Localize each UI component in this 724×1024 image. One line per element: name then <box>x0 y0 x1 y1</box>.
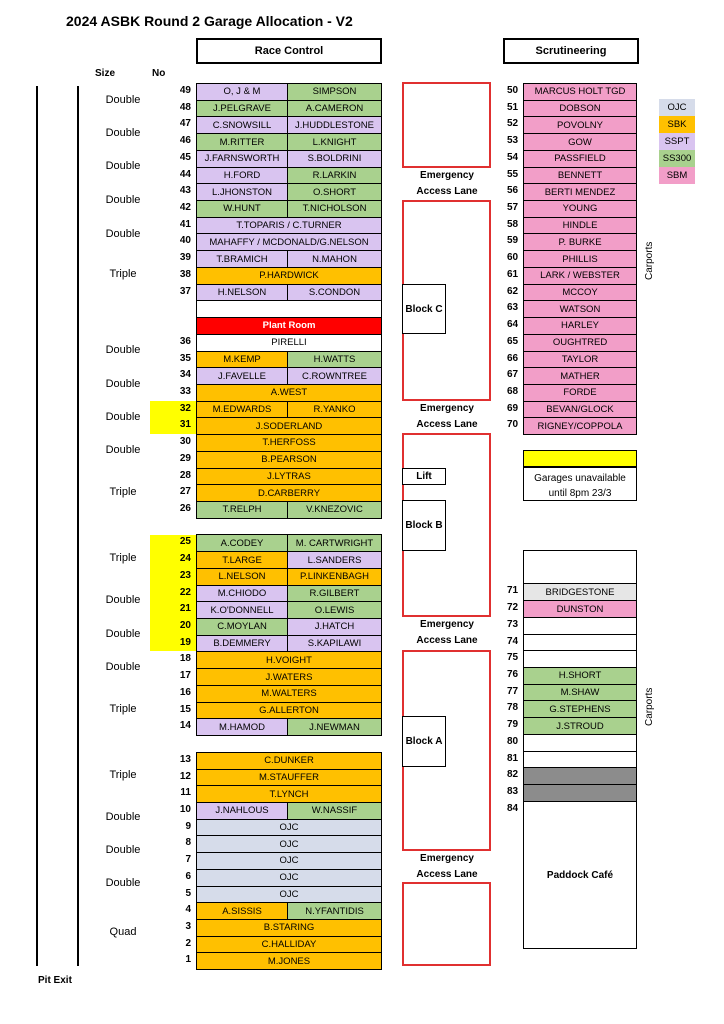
garage-cell: PHILLIS <box>523 250 637 268</box>
size-label: Double <box>105 877 141 889</box>
size-label: Double <box>105 661 141 673</box>
garage-cell: M.RITTER <box>196 133 288 151</box>
garage-cell: T.TOPARIS / C.TURNER <box>196 217 382 235</box>
garage-cell: J.FAVELLE <box>196 367 288 385</box>
garage-cell: MAHAFFY / MCDONALD/G.NELSON <box>196 233 382 251</box>
garage-number: 12 <box>179 770 191 782</box>
size-label: Double <box>105 160 141 172</box>
garage-cell: RIGNEY/COPPOLA <box>523 417 637 435</box>
pit-lane-line-outer <box>36 86 38 966</box>
garage-number: 75 <box>507 652 519 664</box>
garage-cell: OJC <box>196 819 382 837</box>
garage-cell: J.FARNSWORTH <box>196 150 288 168</box>
garage-number: 15 <box>179 703 191 715</box>
unavailable-note: Garages unavailable until 8pm 23/3 <box>523 467 637 501</box>
garage-cell: OJC <box>196 852 382 870</box>
garage-cell: J.SODERLAND <box>196 417 382 435</box>
garage-cell: J.STROUD <box>523 717 637 735</box>
garage-cell: L.NELSON <box>196 568 288 586</box>
garage-cell: M.EDWARDS <box>196 401 288 419</box>
garage-cell: POVOLNY <box>523 116 637 134</box>
garage-cell: H.FORD <box>196 167 288 185</box>
garage-number: 6 <box>185 870 191 882</box>
garage-cell: W.NASSIF <box>287 802 382 820</box>
garage-cell: C.DUNKER <box>196 752 382 770</box>
garage-number: 31 <box>179 419 191 431</box>
garage-number: 64 <box>507 319 519 331</box>
garage-number: 71 <box>507 585 519 597</box>
garage-number: 80 <box>507 735 519 747</box>
garage-cell: C.HALLIDAY <box>196 936 382 954</box>
garage-cell: YOUNG <box>523 200 637 218</box>
garage-number: 72 <box>507 602 519 614</box>
garage-cell: O.LEWIS <box>287 601 382 619</box>
garage-cell: J.NAHLOUS <box>196 802 288 820</box>
garage-number: 63 <box>507 302 519 314</box>
garage-number: 77 <box>507 685 519 697</box>
size-label: Double <box>105 844 141 856</box>
garage-cell: H.SHORT <box>523 667 637 685</box>
garage-cell: C.SNOWSILL <box>196 116 288 134</box>
right-empty-block <box>523 550 637 584</box>
size-label: Triple <box>109 552 137 564</box>
garage-cell: HARLEY <box>523 317 637 335</box>
garage-number: 4 <box>185 904 191 916</box>
garage-number: 33 <box>179 385 191 397</box>
scrutineering-box: Scrutineering <box>503 38 639 64</box>
size-label: Triple <box>109 703 137 715</box>
size-label: Double <box>105 811 141 823</box>
garage-cell: J.PELGRAVE <box>196 100 288 118</box>
garage-number: 2 <box>185 937 191 949</box>
size-label: Triple <box>109 268 137 280</box>
garage-cell: FORDE <box>523 384 637 402</box>
size-label: Double <box>105 228 141 240</box>
unavailable-highlight <box>523 450 637 467</box>
garage-cell: K.O'DONNELL <box>196 601 288 619</box>
garage-cell: BEVAN/GLOCK <box>523 401 637 419</box>
legend-item: SSPT <box>659 133 695 150</box>
garage-cell: T.NICHOLSON <box>287 200 382 218</box>
garage-cell: BRIDGESTONE <box>523 583 637 601</box>
legend-item: SBM <box>659 167 695 184</box>
legend-item: OJC <box>659 99 695 116</box>
garage-number: 9 <box>185 820 191 832</box>
block-c: Block C <box>402 284 446 334</box>
pit-lane-line-inner <box>77 86 79 966</box>
garage-cell: O.SHORT <box>287 183 382 201</box>
garage-number: 66 <box>507 352 519 364</box>
garage-cell: G.ALLERTON <box>196 702 382 720</box>
emergency-lane-box-5 <box>402 882 491 966</box>
garage-number: 22 <box>179 586 191 598</box>
garage-cell: T.HERFOSS <box>196 434 382 452</box>
garage-number: 11 <box>180 787 191 799</box>
garage-number: 59 <box>507 235 519 247</box>
garage-number: 26 <box>179 503 191 514</box>
garage-number: 61 <box>507 268 519 280</box>
garage-cell <box>196 300 382 318</box>
garage-cell: N.YFANTIDIS <box>287 902 382 920</box>
garage-cell: M.JONES <box>196 952 382 970</box>
garage-cell: MATHER <box>523 367 637 385</box>
garage-cell: A.SISSIS <box>196 902 288 920</box>
garage-number: 69 <box>507 402 519 414</box>
garage-number: 10 <box>179 803 191 815</box>
legend-item: SS300 <box>659 150 695 167</box>
garage-number: 23 <box>179 569 191 581</box>
garage-number: 51 <box>507 101 519 113</box>
garage-number: 76 <box>507 669 519 681</box>
garage-cell: WATSON <box>523 300 637 318</box>
garage-cell: P. BURKE <box>523 233 637 251</box>
garage-cell: A.CAMERON <box>287 100 382 118</box>
garage-cell: OUGHTRED <box>523 334 637 352</box>
garage-cell: J.WATERS <box>196 668 382 686</box>
size-label: Quad <box>109 926 137 938</box>
garage-cell: GOW <box>523 133 637 151</box>
garage-cell: TAYLOR <box>523 351 637 369</box>
garage-cell: M.SHAW <box>523 684 637 702</box>
garage-cell: A.CODEY <box>196 534 288 552</box>
garage-cell: LARK / WEBSTER <box>523 267 637 285</box>
garage-number: 60 <box>507 252 519 264</box>
garage-number: 19 <box>179 636 191 648</box>
garage-cell: OJC <box>196 886 382 904</box>
garage-cell: MARCUS HOLT TGD <box>523 83 637 101</box>
garage-number: 81 <box>507 752 519 764</box>
plant-room: Plant Room <box>196 317 382 335</box>
garage-cell: R.YANKO <box>287 401 382 419</box>
garage-number: 38 <box>179 268 191 280</box>
garage-number: 28 <box>179 469 191 481</box>
garage-number: 47 <box>179 118 191 130</box>
garage-number: 84 <box>507 802 519 814</box>
size-label: Triple <box>109 769 137 781</box>
size-label: Double <box>105 194 141 206</box>
garage-number: 24 <box>179 553 191 565</box>
garage-cell: PASSFIELD <box>523 150 637 168</box>
size-label: Double <box>105 411 141 423</box>
garage-number: 18 <box>179 653 191 665</box>
garage-number: 82 <box>507 769 519 781</box>
garage-cell: A.WEST <box>196 384 382 402</box>
garage-number: 21 <box>179 603 191 615</box>
emergency-lane-label-4: Emergency Access Lane <box>416 853 478 880</box>
size-label: Double <box>105 444 141 456</box>
garage-cell: J.HATCH <box>287 618 382 636</box>
garage-cell: DUNSTON <box>523 600 637 618</box>
carports-label-top: Carports <box>644 241 655 280</box>
garage-cell: N.MAHON <box>287 250 382 268</box>
garage-cell: S.KAPILAWI <box>287 635 382 653</box>
garage-cell <box>523 617 637 635</box>
garage-number: 49 <box>179 85 191 96</box>
garage-number: 70 <box>507 419 519 431</box>
garage-number: 7 <box>185 854 191 866</box>
garage-cell: H.VOIGHT <box>196 651 382 669</box>
pit-exit-label: Pit Exit <box>38 975 72 986</box>
garage-number: 52 <box>507 118 519 130</box>
size-label: Double <box>105 594 141 606</box>
garage-cell: S.BOLDRINI <box>287 150 382 168</box>
garage-cell: C.ROWNTREE <box>287 367 382 385</box>
garage-number: 5 <box>185 887 191 899</box>
size-column-header: Size <box>95 68 116 79</box>
garage-cell: L.SANDERS <box>287 551 382 569</box>
emergency-lane-label-1: Emergency Access Lane <box>416 170 478 197</box>
garage-number: 36 <box>179 335 191 347</box>
garage-number: 39 <box>179 252 191 264</box>
garage-number: 14 <box>179 720 191 732</box>
garage-cell: J.NEWMAN <box>287 718 382 736</box>
garage-cell: L.KNIGHT <box>287 133 382 151</box>
garage-cell: M. CARTWRIGHT <box>287 534 382 552</box>
garage-number: 35 <box>179 352 191 364</box>
garage-cell: T.RELPH <box>196 501 288 519</box>
garage-cell: OJC <box>196 869 382 887</box>
garage-cell: C.MOYLAN <box>196 618 288 636</box>
garage-number: 13 <box>179 753 191 765</box>
garage-cell: M.HAMOD <box>196 718 288 736</box>
garage-number: 68 <box>507 385 519 397</box>
garage-number: 20 <box>179 620 191 632</box>
garage-number: 1 <box>185 954 191 966</box>
garage-cell: BERTI MENDEZ <box>523 183 637 201</box>
page-title: 2024 ASBK Round 2 Garage Allocation - V2 <box>66 13 353 29</box>
garage-cell: MCCOY <box>523 284 637 302</box>
garage-cell: T.LYNCH <box>196 785 382 803</box>
garage-number: 42 <box>179 202 191 214</box>
garage-number: 43 <box>179 185 191 197</box>
garage-cell: W.HUNT <box>196 200 288 218</box>
garage-cell: DOBSON <box>523 100 637 118</box>
size-label: Triple <box>109 486 137 498</box>
garage-cell: L.JHONSTON <box>196 183 288 201</box>
garage-number: 46 <box>179 135 191 147</box>
garage-number: 50 <box>507 85 519 96</box>
garage-cell: HINDLE <box>523 217 637 235</box>
garage-cell: P.LINKENBAGH <box>287 568 382 586</box>
size-label: Double <box>105 94 141 106</box>
garage-cell: T.LARGE <box>196 551 288 569</box>
garage-cell <box>523 751 637 769</box>
garage-cell: SIMPSON <box>287 83 382 101</box>
emergency-lane-label-2: Emergency Access Lane <box>416 403 478 430</box>
garage-number: 44 <box>179 168 191 180</box>
garage-cell: G.STEPHENS <box>523 700 637 718</box>
garage-number: 29 <box>179 452 191 464</box>
carports-label-bottom: Carports <box>644 687 655 726</box>
garage-cell: B.PEARSON <box>196 451 382 469</box>
garage-number: 55 <box>507 168 519 180</box>
block-b: Block B <box>402 500 446 551</box>
garage-cell: S.CONDON <box>287 284 382 302</box>
garage-cell: M.KEMP <box>196 351 288 369</box>
garage-cell: H.NELSON <box>196 284 288 302</box>
size-label: Double <box>105 628 141 640</box>
garage-cell <box>523 734 637 752</box>
garage-cell <box>523 784 637 802</box>
garage-number: 27 <box>179 486 191 498</box>
garage-cell: J.HUDDLESTONE <box>287 116 382 134</box>
garage-cell: H.WATTS <box>287 351 382 369</box>
race-control-box: Race Control <box>196 38 382 64</box>
garage-number: 32 <box>179 402 191 414</box>
number-column-header: No <box>152 68 166 79</box>
garage-cell: M.CHIODO <box>196 585 288 603</box>
garage-number: 65 <box>507 335 519 347</box>
garage-cell: J.LYTRAS <box>196 468 382 486</box>
garage-cell: B.STARING <box>196 919 382 937</box>
garage-number: 62 <box>507 285 519 297</box>
garage-cell: B.DEMMERY <box>196 635 288 653</box>
garage-number: 3 <box>185 921 191 932</box>
garage-number: 56 <box>507 185 519 197</box>
garage-number: 40 <box>179 235 191 247</box>
garage-cell: P.HARDWICK <box>196 267 382 285</box>
garage-number: 73 <box>507 618 519 630</box>
garage-number: 54 <box>507 151 519 163</box>
garage-number: 8 <box>185 837 191 849</box>
size-label: Double <box>105 127 141 139</box>
garage-number: 34 <box>179 369 191 381</box>
garage-number: 17 <box>179 670 191 682</box>
paddock-cafe: Paddock Café <box>523 801 637 949</box>
garage-cell: M.STAUFFER <box>196 769 382 787</box>
garage-cell: O, J & M <box>196 83 288 101</box>
garage-cell: R.GILBERT <box>287 585 382 603</box>
legend-item: SBK <box>659 116 695 133</box>
garage-number: 74 <box>507 635 519 647</box>
garage-cell: V.KNEZOVIC <box>287 501 382 519</box>
garage-number: 25 <box>179 536 191 548</box>
garage-number: 78 <box>507 702 519 714</box>
garage-cell: PIRELLI <box>196 334 382 352</box>
emergency-lane-label-3: Emergency Access Lane <box>416 619 478 646</box>
garage-number: 37 <box>179 285 191 297</box>
garage-cell: T.BRAMICH <box>196 250 288 268</box>
garage-cell: R.LARKIN <box>287 167 382 185</box>
lift: Lift <box>402 468 446 485</box>
garage-number: 16 <box>179 686 191 698</box>
garage-number: 83 <box>507 786 519 798</box>
emergency-lane-box-1 <box>402 82 491 168</box>
size-label: Double <box>105 344 141 356</box>
garage-number: 58 <box>507 218 519 230</box>
garage-cell <box>523 650 637 668</box>
garage-cell <box>523 767 637 785</box>
garage-cell: D.CARBERRY <box>196 484 382 502</box>
garage-cell: M.WALTERS <box>196 685 382 703</box>
block-a: Block A <box>402 716 446 767</box>
garage-number: 45 <box>179 151 191 163</box>
garage-number: 41 <box>179 218 191 230</box>
garage-number: 57 <box>507 202 519 214</box>
garage-number: 30 <box>179 436 191 448</box>
garage-number: 79 <box>507 719 519 731</box>
garage-number: 67 <box>507 369 519 381</box>
size-label: Double <box>105 378 141 390</box>
garage-cell: OJC <box>196 835 382 853</box>
garage-number: 48 <box>179 101 191 113</box>
garage-cell <box>523 634 637 652</box>
garage-number: 53 <box>507 135 519 147</box>
garage-cell: BENNETT <box>523 167 637 185</box>
